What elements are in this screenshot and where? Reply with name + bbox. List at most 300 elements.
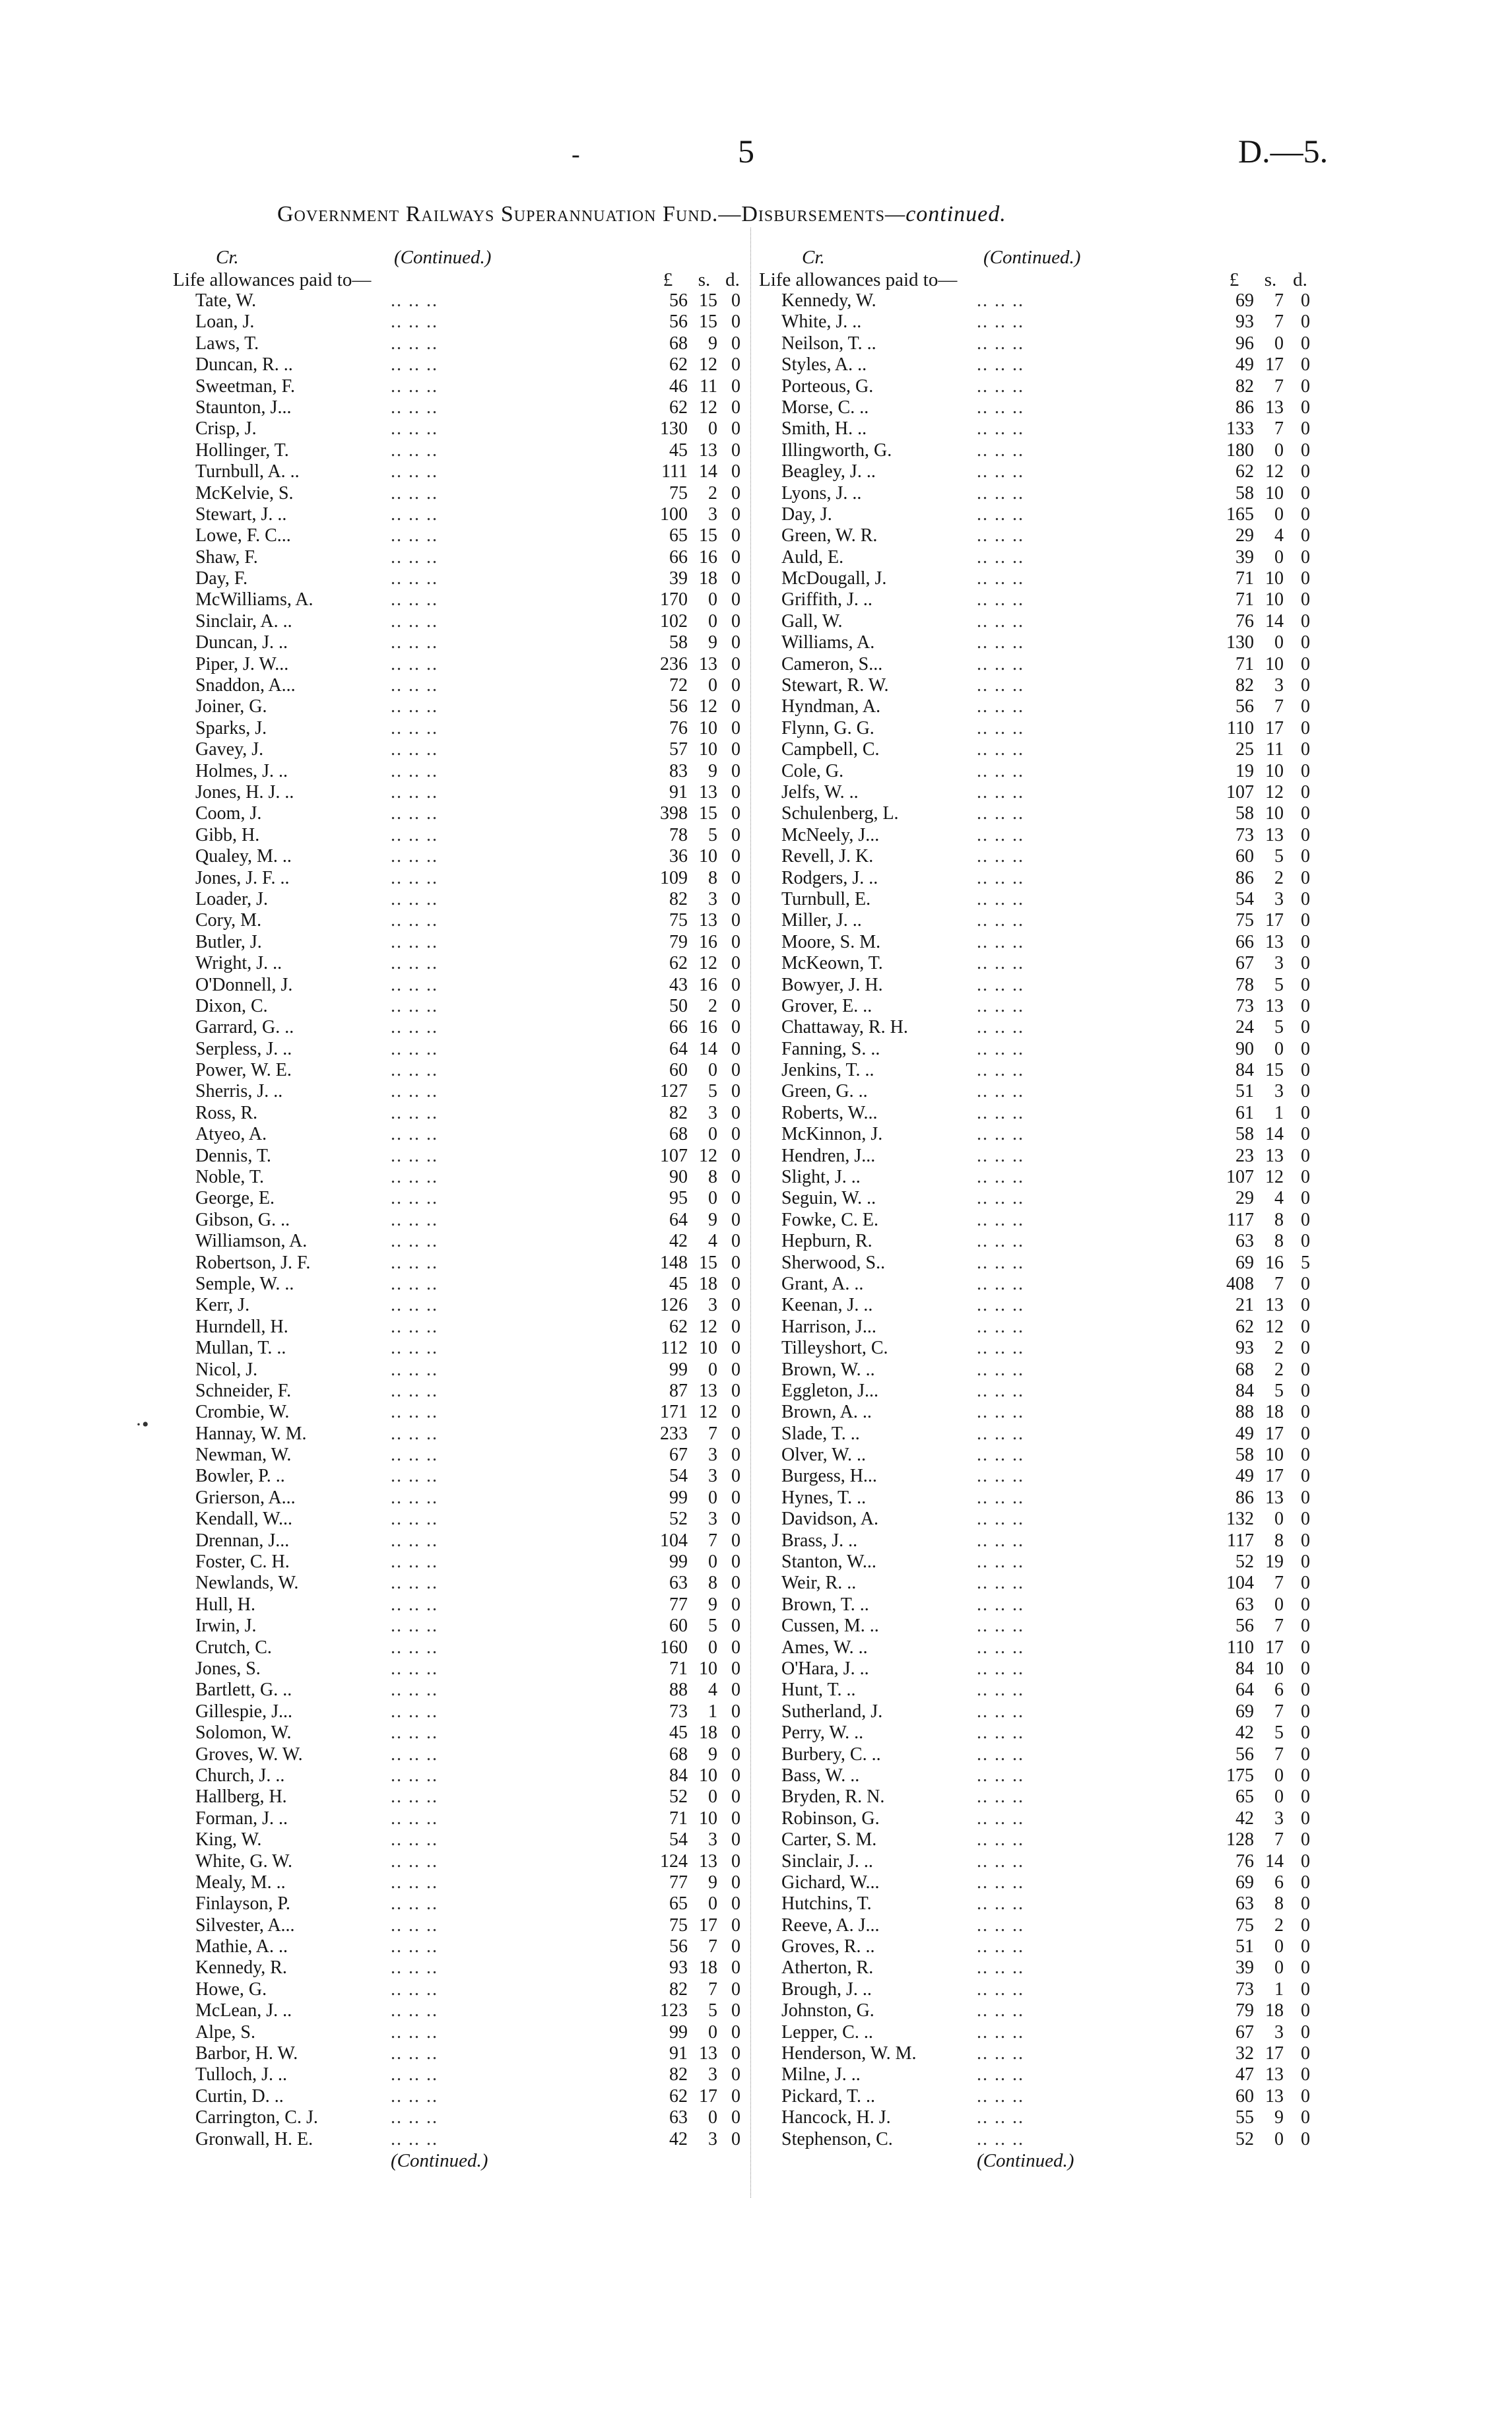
leader-dots: .. .. .. [391, 1786, 438, 1808]
pounds-value: 68 [1235, 1359, 1254, 1380]
pensioner-name: Butler, J. [195, 931, 262, 952]
table-row [173, 1765, 747, 1786]
pounds-value: 90 [1235, 1038, 1254, 1059]
shillings-value: 9 [708, 1594, 717, 1615]
pounds-value: 49 [1235, 1466, 1254, 1487]
pensioner-name: Coom, J. [195, 803, 262, 824]
pounds-value: 71 [1235, 568, 1254, 589]
shillings-value: 0 [1274, 1509, 1284, 1530]
pence-value: 0 [1301, 2107, 1310, 2128]
pensioner-name: Johnston, G. [781, 2000, 874, 2021]
pence-value: 0 [1301, 1316, 1310, 1337]
pounds-value: 233 [660, 1423, 688, 1444]
pensioner-name: Stewart, J. .. [195, 504, 287, 525]
pounds-value: 104 [660, 1530, 688, 1551]
pence-value: 0 [731, 1402, 740, 1423]
shillings-value: 17 [1265, 717, 1284, 738]
leader-dots: .. .. .. [391, 1552, 438, 1573]
leader-dots: .. .. .. [391, 589, 438, 610]
pence-value: 0 [731, 1209, 740, 1230]
shillings-value: 0 [708, 1124, 717, 1145]
pence-value: 0 [731, 846, 740, 867]
pensioner-name: McDougall, J. [781, 568, 887, 589]
pensioner-name: Hancock, H. J. [781, 2107, 891, 2128]
pence-value: 0 [731, 824, 740, 845]
pence-value: 0 [1301, 1102, 1310, 1123]
pensioner-name: Gall, W. [781, 610, 843, 632]
table-row [173, 1658, 747, 1680]
leader-dots: .. .. .. [977, 1295, 1024, 1316]
table-row [759, 1359, 1327, 1381]
table-row [173, 2086, 747, 2107]
pence-value: 0 [731, 311, 740, 333]
pensioner-name: Auld, E. [781, 546, 844, 568]
leader-dots: .. .. .. [977, 1808, 1024, 1829]
shillings-value: 9 [708, 1872, 717, 1893]
pence-value: 5 [1301, 1252, 1310, 1273]
pence-value: 0 [1301, 2128, 1310, 2149]
pensioner-name: Stephenson, C. [781, 2128, 893, 2149]
shillings-value: 7 [1274, 1273, 1284, 1294]
table-row [173, 1017, 747, 1038]
pounds-value: 83 [669, 760, 688, 781]
table-row [759, 761, 1327, 782]
table-row [759, 397, 1327, 418]
pence-value: 0 [1301, 397, 1310, 418]
shillings-value: 13 [699, 653, 717, 674]
table-row [759, 1081, 1327, 1102]
leader-dots: .. .. .. [391, 931, 438, 952]
leader-dots: .. .. .. [391, 1081, 438, 1102]
shillings-value: 10 [699, 1808, 717, 1829]
pensioner-name: Forman, J. .. [195, 1808, 288, 1829]
pensioner-name: Flynn, G. G. [781, 717, 874, 738]
pence-value: 0 [1301, 1124, 1310, 1145]
pence-value: 0 [731, 1102, 740, 1123]
table-row [759, 1552, 1327, 1573]
shillings-value: 3 [708, 1445, 717, 1466]
pence-value: 0 [1301, 482, 1310, 504]
table-row [759, 1146, 1327, 1167]
leader-dots: .. .. .. [977, 632, 1024, 653]
pensioner-name: Mealy, M. .. [195, 1872, 286, 1893]
leader-dots: .. .. .. [977, 1957, 1024, 1979]
shillings-value: 5 [708, 2000, 717, 2021]
pounds-value: 88 [1235, 1402, 1254, 1423]
pensioner-name: Stanton, W... [781, 1552, 876, 1573]
pensioner-name: Newman, W. [195, 1445, 292, 1466]
shillings-value: 3 [708, 1509, 717, 1530]
table-row [759, 1210, 1327, 1231]
pensioner-name: Power, W. E. [195, 1060, 292, 1081]
pence-value: 0 [1301, 440, 1310, 461]
shillings-value: 4 [708, 1680, 717, 1701]
shillings-value: 12 [1265, 1167, 1284, 1188]
leader-dots: .. .. .. [977, 1786, 1024, 1808]
pounds-value: 42 [669, 2128, 688, 2149]
leader-dots: .. .. .. [977, 1466, 1024, 1487]
leader-dots: .. .. .. [391, 1509, 438, 1530]
table-row [759, 461, 1327, 482]
shillings-value: 13 [1265, 1487, 1284, 1508]
pensioner-name: Sparks, J. [195, 717, 267, 738]
shillings-value: 15 [699, 311, 717, 333]
pence-value: 0 [731, 1252, 740, 1273]
leader-dots: .. .. .. [977, 1145, 1024, 1166]
leader-dots: .. .. .. [977, 1979, 1024, 2000]
leader-dots: .. .. .. [391, 781, 438, 803]
pensioner-name: Nicol, J. [195, 1359, 258, 1380]
pounds-value: 71 [669, 1808, 688, 1829]
shillings-value: 3 [1274, 888, 1284, 909]
table-row [759, 1893, 1327, 1915]
pensioner-name: Tilleyshort, C. [781, 1338, 888, 1359]
pensioner-name: O'Donnell, J. [195, 974, 293, 995]
pence-value: 0 [731, 354, 740, 376]
table-row [173, 1530, 747, 1552]
pounds-value: 408 [1226, 1273, 1254, 1294]
shillings-value: 18 [699, 568, 717, 589]
leader-dots: .. .. .. [977, 1701, 1024, 1722]
table-row [173, 975, 747, 996]
pence-value: 0 [1301, 1167, 1310, 1188]
leader-dots: .. .. .. [977, 1060, 1024, 1081]
pence-value: 0 [1301, 1616, 1310, 1637]
pensioner-name: McLean, J. .. [195, 2000, 292, 2021]
pounds-value: 111 [661, 461, 688, 482]
pounds-value: 73 [669, 1701, 688, 1722]
pence-value: 0 [731, 1188, 740, 1209]
table-row [173, 2022, 747, 2043]
table-row [759, 1103, 1327, 1124]
shillings-value: 18 [699, 1957, 717, 1979]
table-row [173, 1060, 747, 1081]
pence-value: 0 [1301, 546, 1310, 568]
pence-value: 0 [1301, 1402, 1310, 1423]
right-pence-header: d. [1293, 269, 1307, 290]
leader-dots: .. .. .. [977, 675, 1024, 696]
pence-value: 0 [1301, 846, 1310, 867]
shillings-value: 8 [708, 867, 717, 888]
pounds-value: 52 [669, 1509, 688, 1530]
pence-value: 0 [731, 803, 740, 824]
pounds-value: 23 [1235, 1145, 1254, 1166]
pence-value: 0 [731, 632, 740, 653]
leader-dots: .. .. .. [391, 888, 438, 909]
pensioner-name: Silvester, A... [195, 1915, 295, 1936]
pence-value: 0 [1301, 1872, 1310, 1893]
leader-dots: .. .. .. [391, 1445, 438, 1466]
shillings-value: 0 [708, 2021, 717, 2043]
pounds-value: 68 [669, 1124, 688, 1145]
leader-dots: .. .. .. [391, 739, 438, 760]
pence-value: 0 [1301, 1188, 1310, 1209]
pounds-value: 170 [660, 589, 688, 610]
pence-value: 0 [731, 525, 740, 546]
pounds-value: 51 [1235, 1936, 1254, 1957]
table-row [173, 739, 747, 760]
shillings-value: 7 [1274, 1616, 1284, 1637]
pence-value: 0 [1301, 1744, 1310, 1765]
pensioner-name: Mullan, T. .. [195, 1338, 286, 1359]
shillings-value: 12 [699, 397, 717, 418]
leader-dots: .. .. .. [977, 2064, 1024, 2085]
shillings-value: 14 [1265, 1124, 1284, 1145]
leader-dots: .. .. .. [977, 1765, 1024, 1786]
pensioner-name: Keenan, J. .. [781, 1295, 873, 1316]
table-row [759, 932, 1327, 953]
leader-dots: .. .. .. [977, 1252, 1024, 1273]
pence-value: 0 [731, 1017, 740, 1038]
pounds-value: 63 [1235, 1594, 1254, 1615]
title-main: Government Railways Superannuation Fund.—Disbursements [277, 202, 885, 226]
pence-value: 0 [1301, 568, 1310, 589]
table-row [759, 1039, 1327, 1060]
pence-value: 0 [1301, 1466, 1310, 1487]
pensioner-name: Dennis, T. [195, 1145, 271, 1166]
pence-value: 0 [731, 2043, 740, 2064]
leader-dots: .. .. .. [391, 397, 438, 418]
pence-value: 0 [731, 1658, 740, 1679]
table-row [173, 397, 747, 418]
table-row [759, 2022, 1327, 2043]
pensioner-name: Serpless, J. .. [195, 1038, 292, 1059]
pence-value: 0 [731, 781, 740, 803]
pensioner-name: Irwin, J. [195, 1616, 257, 1637]
pounds-value: 75 [669, 1915, 688, 1936]
pence-value: 0 [1301, 675, 1310, 696]
pence-value: 0 [1301, 1765, 1310, 1786]
pensioner-name: Duncan, R. .. [195, 354, 293, 376]
shillings-value: 4 [1274, 525, 1284, 546]
pence-value: 0 [731, 2064, 740, 2085]
table-row [759, 910, 1327, 931]
table-row [759, 504, 1327, 525]
left-pounds-header: £ [663, 269, 673, 290]
shillings-value: 15 [1265, 1060, 1284, 1081]
pence-value: 0 [1301, 1295, 1310, 1316]
pensioner-name: Brown, W. .. [781, 1359, 875, 1380]
table-row [759, 1637, 1327, 1658]
table-row [173, 1893, 747, 1915]
leader-dots: .. .. .. [391, 717, 438, 738]
shillings-value: 17 [1265, 1423, 1284, 1444]
pounds-value: 56 [669, 290, 688, 311]
pensioner-name: Roberts, W... [781, 1102, 878, 1123]
pensioner-name: Hallberg, H. [195, 1786, 287, 1808]
table-row [759, 1124, 1327, 1145]
table-row [759, 2107, 1327, 2128]
pence-value: 0 [1301, 1487, 1310, 1508]
shillings-value: 10 [1265, 482, 1284, 504]
pounds-value: 64 [669, 1038, 688, 1059]
table-row [173, 910, 747, 931]
shillings-value: 0 [708, 610, 717, 632]
pensioner-name: Ames, W. .. [781, 1637, 868, 1658]
pence-value: 0 [731, 953, 740, 974]
pounds-value: 56 [1235, 1616, 1254, 1637]
shillings-value: 3 [708, 1295, 717, 1316]
pence-value: 0 [731, 440, 740, 461]
table-row [759, 1808, 1327, 1829]
pounds-value: 39 [1235, 1957, 1254, 1979]
shillings-value: 7 [1274, 1829, 1284, 1851]
document-title [277, 202, 1254, 227]
table-row [173, 1338, 747, 1359]
shillings-value: 3 [708, 1829, 717, 1851]
shillings-value: 12 [1265, 781, 1284, 803]
pensioner-name: Garrard, G. .. [195, 1017, 294, 1038]
pounds-value: 66 [669, 1017, 688, 1038]
table-row [173, 889, 747, 910]
shillings-value: 0 [708, 1487, 717, 1508]
pence-value: 0 [731, 1487, 740, 1508]
table-row [173, 1381, 747, 1402]
pounds-value: 51 [1235, 1081, 1254, 1102]
pensioner-name: Ross, R. [195, 1102, 258, 1123]
pounds-value: 54 [1235, 888, 1254, 909]
left-pence-header: d. [725, 269, 740, 290]
shillings-value: 8 [1274, 1231, 1284, 1252]
pence-value: 0 [731, 1829, 740, 1851]
leader-dots: .. .. .. [977, 1722, 1024, 1744]
shillings-value: 3 [708, 504, 717, 525]
leader-dots: .. .. .. [391, 696, 438, 717]
shillings-value: 13 [699, 1851, 717, 1872]
shillings-value: 7 [1274, 1744, 1284, 1765]
shillings-value: 15 [699, 290, 717, 311]
pounds-value: 160 [660, 1637, 688, 1658]
pensioner-name: Tulloch, J. .. [195, 2064, 288, 2085]
pensioner-name: Atherton, R. [781, 1957, 874, 1979]
table-row [173, 1039, 747, 1060]
shillings-value: 18 [1265, 1402, 1284, 1423]
table-row [759, 654, 1327, 675]
leader-dots: .. .. .. [391, 953, 438, 974]
leader-dots: .. .. .. [391, 1530, 438, 1551]
pensioner-name: Bryden, R. N. [781, 1786, 885, 1808]
table-row [759, 1274, 1327, 1295]
table-row [759, 1445, 1327, 1466]
shillings-value: 13 [699, 2043, 717, 2064]
shillings-value: 5 [708, 1081, 717, 1102]
leader-dots: .. .. .. [391, 675, 438, 696]
shillings-value: 8 [1274, 1209, 1284, 1230]
pounds-value: 69 [1235, 1252, 1254, 1273]
pounds-value: 39 [1235, 546, 1254, 568]
shillings-value: 18 [699, 1273, 717, 1294]
shillings-value: 7 [708, 1979, 717, 2000]
shillings-value: 12 [699, 354, 717, 376]
table-row [173, 1509, 747, 1530]
leader-dots: .. .. .. [391, 311, 438, 333]
pensioner-name: Burgess, H... [781, 1466, 877, 1487]
pounds-value: 52 [669, 1786, 688, 1808]
table-row [759, 333, 1327, 354]
table-row [173, 1808, 747, 1829]
right-rows [759, 290, 1327, 2150]
pence-value: 0 [1301, 1851, 1310, 1872]
pounds-value: 69 [1235, 1872, 1254, 1893]
leader-dots: .. .. .. [977, 1124, 1024, 1145]
table-row [759, 1253, 1327, 1274]
table-row [759, 1915, 1327, 1936]
pensioner-name: Shaw, F. [195, 546, 258, 568]
leader-dots: .. .. .. [391, 1102, 438, 1123]
pounds-value: 25 [1235, 739, 1254, 760]
leader-dots: .. .. .. [977, 418, 1024, 440]
pounds-value: 96 [1235, 333, 1254, 354]
leader-dots: .. .. .. [977, 739, 1024, 760]
table-row [759, 803, 1327, 824]
pounds-value: 175 [1226, 1765, 1254, 1786]
pence-value: 0 [1301, 1530, 1310, 1551]
pence-value: 0 [1301, 1893, 1310, 1915]
leader-dots: .. .. .. [391, 1380, 438, 1401]
pensioner-name: Hendren, J... [781, 1145, 876, 1166]
pence-value: 0 [1301, 1594, 1310, 1615]
pounds-value: 62 [1235, 1316, 1254, 1337]
pounds-value: 148 [660, 1252, 688, 1273]
pounds-value: 95 [669, 1188, 688, 1209]
pounds-value: 42 [669, 1231, 688, 1252]
pence-value: 0 [731, 2085, 740, 2107]
leader-dots: .. .. .. [391, 1359, 438, 1380]
pounds-value: 130 [660, 418, 688, 440]
pensioner-name: King, W. [195, 1829, 262, 1851]
table-row [759, 1786, 1327, 1808]
shillings-value: 10 [699, 1658, 717, 1679]
pence-value: 0 [731, 290, 740, 311]
pounds-value: 52 [1235, 2128, 1254, 2149]
shillings-value: 8 [708, 1573, 717, 1594]
pounds-value: 71 [1235, 589, 1254, 610]
leader-dots: .. .. .. [391, 1038, 438, 1059]
pence-value: 0 [731, 504, 740, 525]
pensioner-name: Burbery, C. .. [781, 1744, 881, 1765]
shillings-value: 10 [699, 717, 717, 738]
pence-value: 0 [1301, 2000, 1310, 2021]
pounds-value: 60 [669, 1616, 688, 1637]
pensioner-name: Pickard, T. .. [781, 2085, 876, 2107]
pensioner-name: Milne, J. .. [781, 2064, 861, 2085]
table-row [759, 889, 1327, 910]
shillings-value: 15 [699, 525, 717, 546]
pounds-value: 54 [669, 1829, 688, 1851]
pensioner-name: Semple, W. .. [195, 1273, 294, 1294]
pence-value: 0 [1301, 1423, 1310, 1444]
pounds-value: 127 [660, 1081, 688, 1102]
leader-dots: .. .. .. [977, 1573, 1024, 1594]
pensioner-name: Grant, A. .. [781, 1273, 864, 1294]
pounds-value: 99 [669, 1552, 688, 1573]
pensioner-name: Dixon, C. [195, 995, 268, 1016]
pounds-value: 84 [1235, 1380, 1254, 1401]
pounds-value: 84 [1235, 1060, 1254, 1081]
leader-dots: .. .. .. [977, 888, 1024, 909]
shillings-value: 13 [1265, 931, 1284, 952]
pensioner-name: Perry, W. .. [781, 1722, 864, 1744]
table-row [173, 1637, 747, 1658]
pounds-value: 36 [669, 846, 688, 867]
pensioner-name: Day, F. [195, 568, 248, 589]
pence-value: 0 [1301, 589, 1310, 610]
shillings-value: 3 [1274, 2021, 1284, 2043]
shillings-value: 0 [708, 1552, 717, 1573]
pensioner-name: Hull, H. [195, 1594, 255, 1615]
leader-dots: .. .. .. [391, 1701, 438, 1722]
table-row [759, 611, 1327, 632]
